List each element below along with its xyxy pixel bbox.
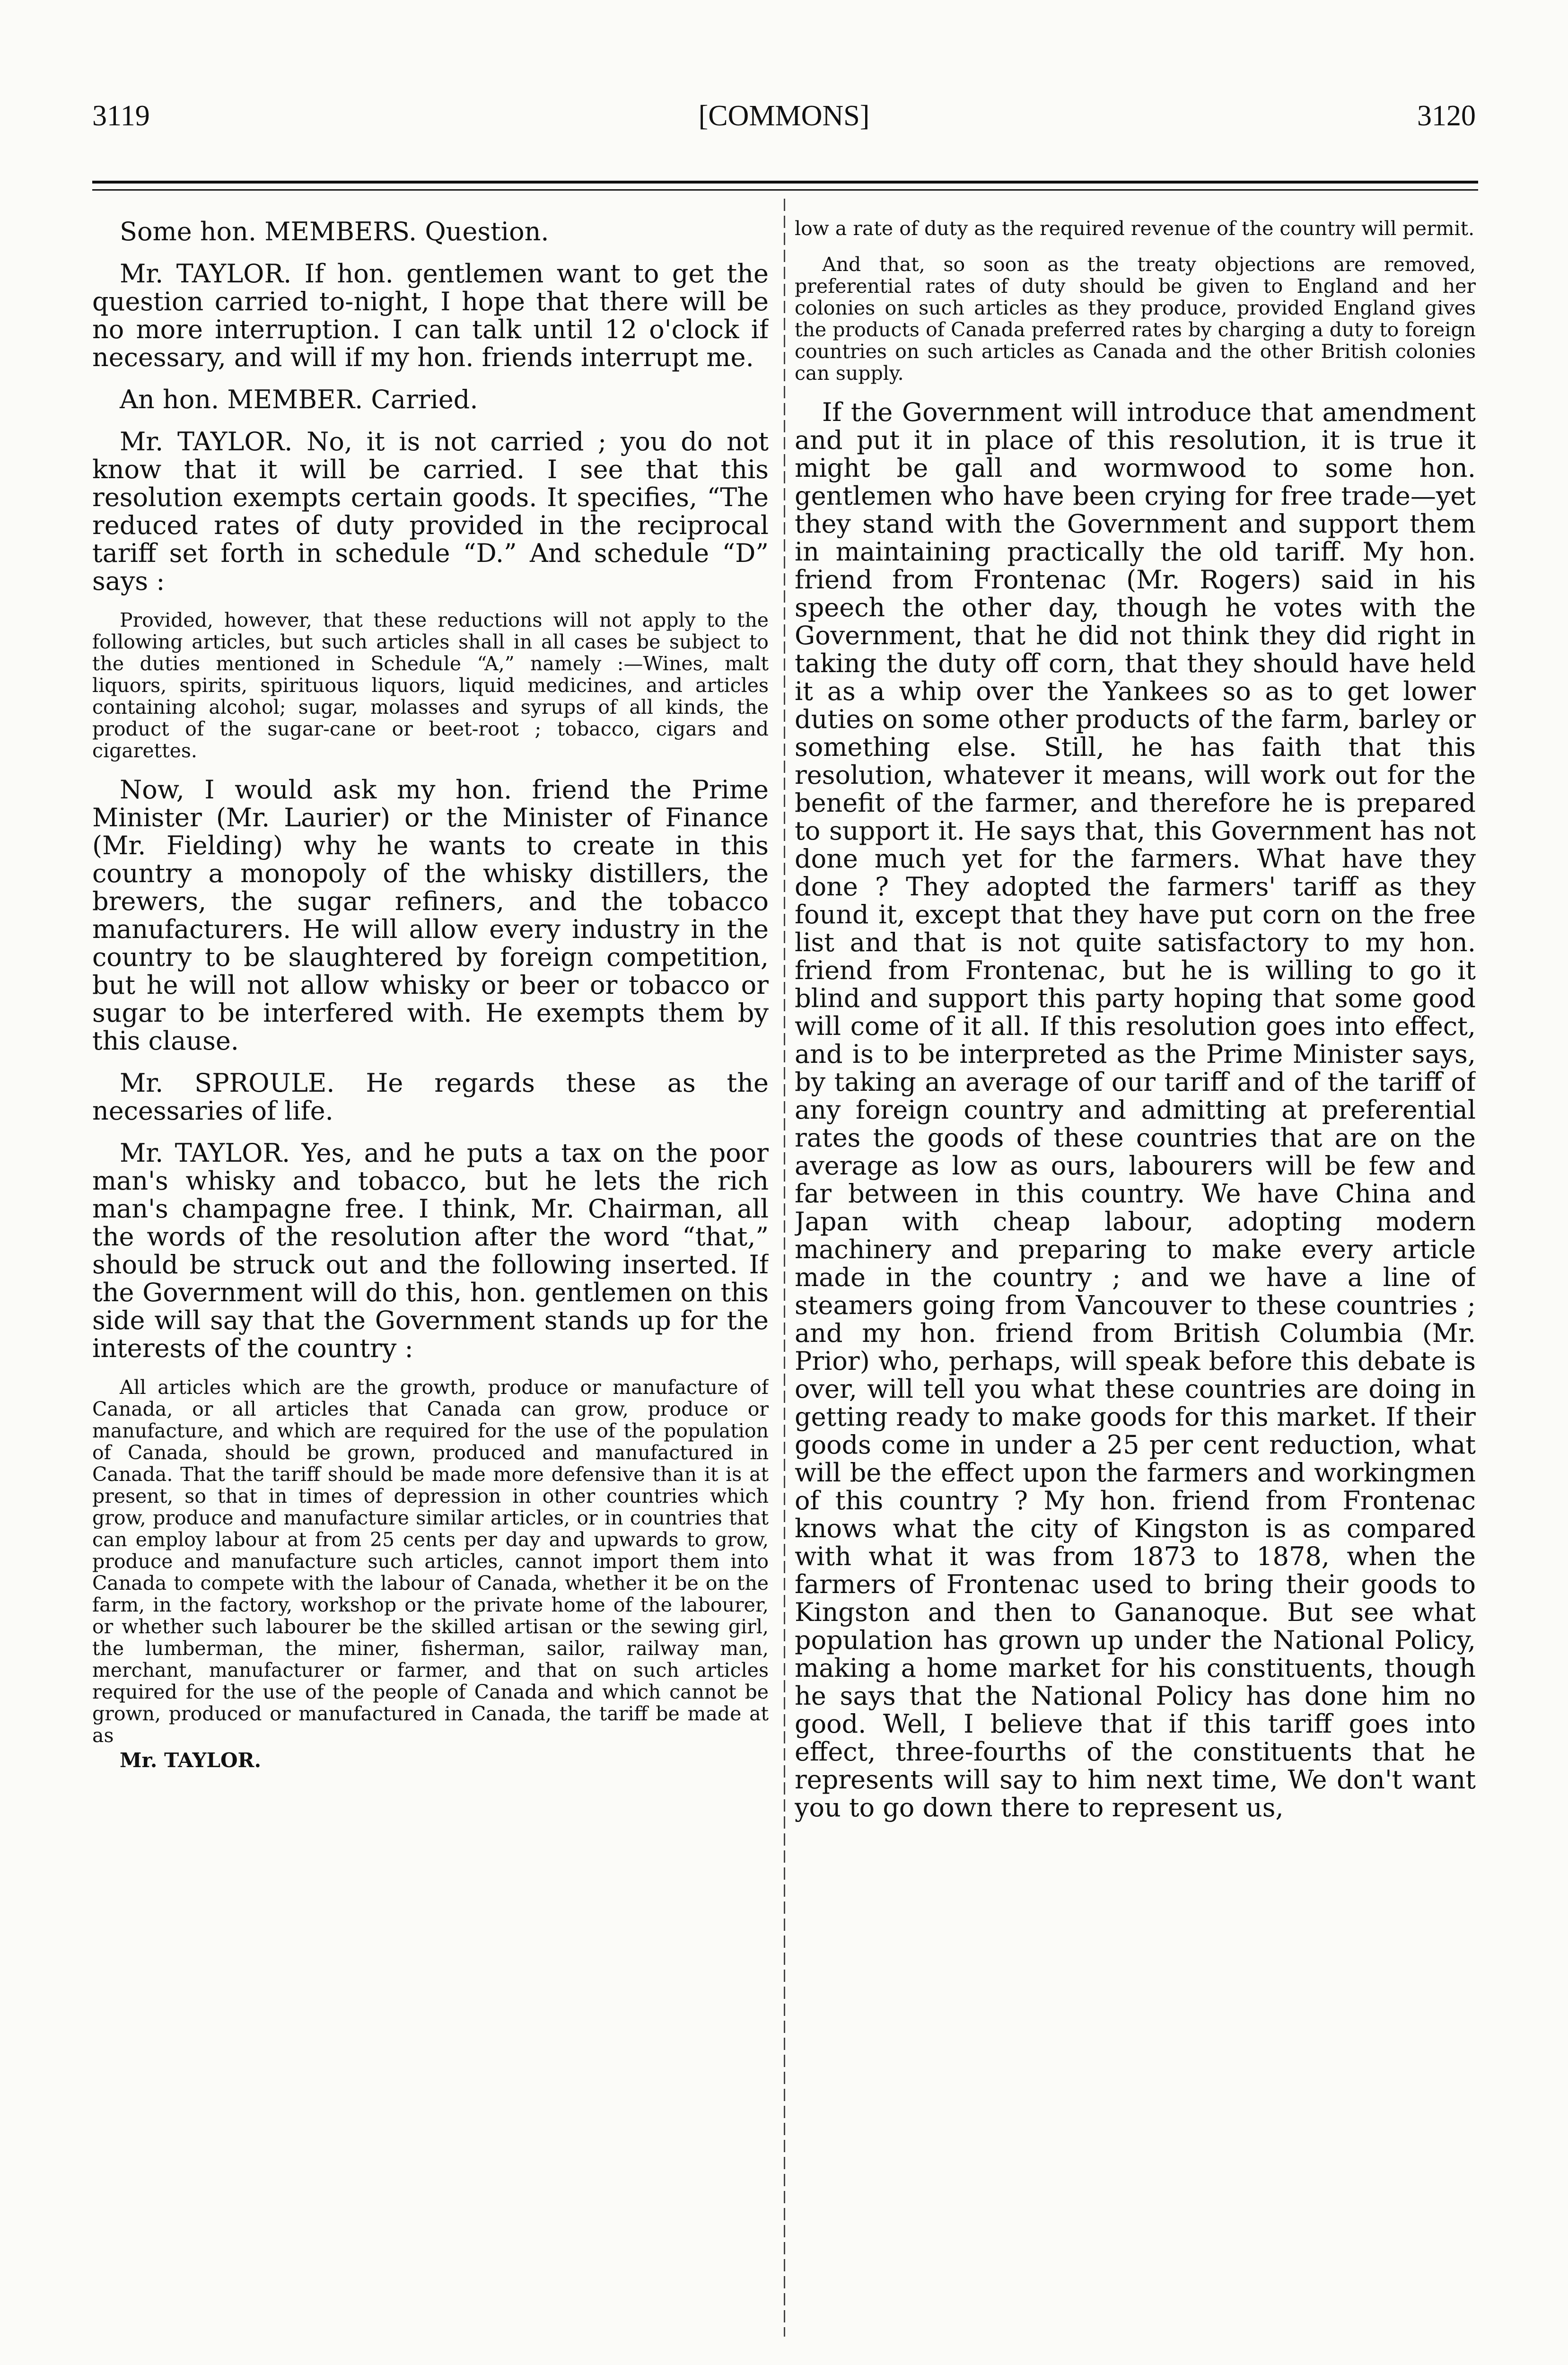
- header-rule-thick: [92, 181, 1478, 184]
- left-page-number: 3119: [92, 100, 150, 132]
- column-divider: [784, 199, 785, 2337]
- quoted-amendment-continued: low a rate of duty as the required revenue of the country will permit.: [795, 218, 1475, 240]
- right-page-number: 3120: [1417, 100, 1476, 132]
- paragraph: An hon. MEMBER. Carried.: [120, 385, 478, 414]
- page-header: [92, 95, 1476, 137]
- speaker-signature: Mr. TAYLOR.: [120, 1749, 262, 1772]
- paragraph: Mr. TAYLOR. Yes, and he puts a tax on the poor man's whisky and tobacco, but he lets the rich man's champagne free. I think, Mr. Chairman, all the words of the resolution after the word “that,” should be struck out and the following inserted. If the Government will do this, hon. gentlemen on this side will say that the Government stands up for the interests of the country :: [92, 1138, 769, 1363]
- left-column: [92, 218, 769, 2365]
- paragraph: Some hon. MEMBERS. Question.: [120, 218, 549, 246]
- paragraph: Mr. TAYLOR. If hon. gentlemen want to get the question carried to-night, I hope that there will be no more interruption. I can talk until 12 o'clock if necessary, and will if my hon. friends interrupt me.: [92, 259, 769, 372]
- quoted-amendment: And that, so soon as the treaty objections are removed, preferential rates of duty should be given to England and her colonies on such articles as they produce, provided England gives the products of Canada preferred rates by charging a duty to foreign countries on such articles as Canada and the other British colonies can supply.: [795, 253, 1476, 385]
- running-title: [COMMONS]: [698, 100, 870, 132]
- header-rule-thin: [92, 189, 1478, 191]
- quoted-amendment: All articles which are the growth, produce or manufacture of Canada, or all articles that Canada can grow, produce or manufacture, and which are required for the use of the population of Canada, should be grown, produced and manufactured in Canada. That the tariff should be made more defensive than it is at present, so that in times of depression in other countries which grow, produce and manufacture similar articles, or in countries that can employ labour at from 25 cents per day and upwards to grow, produce and manufacture such articles, cannot import them into Canada to compete with the labour of Canada, whether it be on the farm, in the factory, workshop or the private home of the labourer, or whether such labourer be the skilled artisan or the sewing girl, the lumberman, the miner, fisherman, sailor, railway man, merchant, manufacturer or farmer, and that on such articles required for the use of the people of Canada and which cannot be grown, produced or manufactured in Canada, the tariff be made at as: [92, 1376, 769, 1747]
- quoted-schedule: Provided, however, that these reductions will not apply to the following articles, but such articles shall in all cases be subject to the duties mentioned in Schedule “A,” namely :—Wines, malt liquors, spirits, spirituous liquors, liquid medicines, and articles containing alcohol; sugar, molasses and syrups of all kinds, the product of the sugar-cane or beet-root ; tobacco, cigars and cigarettes.: [92, 609, 769, 762]
- paragraph: Now, I would ask my hon. friend the Prime Minister (Mr. Laurier) or the Minister of Finance (Mr. Fielding) why he wants to create in this country a monopoly of the whisky distillers, the brewers, the sugar refiners, and the tobacco manufacturers. He will allow every industry in the country to be slaughtered by foreign competition, but he will not allow whisky or beer or tobacco or sugar to be interfered with. He exempts them by this clause.: [92, 775, 769, 1056]
- right-column: [795, 218, 1476, 2365]
- paragraph: Mr. SPROULE. He regards these as the necessaries of life.: [92, 1068, 769, 1126]
- paragraph: If the Government will introduce that amendment and put it in place of this resolution, it is true it might be gall and wormwood to some hon. gentlemen who have been crying for free trade—yet they stand with the Government and support them in maintaining practically the old tariff. My hon. friend from Frontenac (Mr. Rogers) said in his speech the other day, though he votes with the Government, that he did not think they did right in taking the duty off corn, that they should have held it as a whip over the Yankees so as to get lower duties on some other products of the farm, barley or something else. Still, he has faith that this resolution, whatever it means, will work out for the benefit of the farmer, and therefore he is prepared to support it. He says that, this Government has not done much yet for the farmers. What have they done ? They adopted the farmers' tariff as they found it, except that they have put corn on the free list and that is not quite satisfactory to my hon. friend from Frontenac, but he is willing to go it blind and support this party hoping that some good will come of it all. If this resolution goes into effect, and is to be interpreted as the Prime Minister says, by taking an average of our tariff and of the tariff of any foreign country and admitting at preferential rates the goods of these countries that are on the average as low as ours, labourers will be few and far between in this country. We have China and Japan with cheap labour, adopting modern machinery and preparing to make every article made in the country ; and we have a line of steamers going from Vancouver to these countries ; and my hon. friend from British Columbia (Mr. Prior) who, perhaps, will speak before this debate is over, will tell you what these countries are doing in getting ready to make goods for this market. If their goods come in under a 25 per cent reduction, what will be the effect upon the farmers and workingmen of this country ? My hon. friend from Frontenac knows what the city of Kingston is as compared with what it was from 1873 to 1878, when the farmers of Frontenac used to bring their goods to Kingston and then to Gananoque. But see what population has grown up under the National Policy, making a home market for his constituents, though he says that the National Policy has done him no good. Well, I believe that if this tariff goes into effect, three-fourths of the constituents that he represents will say to him next time, We don't want you to go down there to represent us,: [795, 397, 1476, 1822]
- paragraph: Mr. TAYLOR. No, it is not carried ; you do not know that it will be carried. I see that this resolution exempts certain goods. It specifies, “The reduced rates of duty provided in the reciprocal tariff set forth in schedule “D.” And schedule “D” says :: [92, 427, 769, 596]
